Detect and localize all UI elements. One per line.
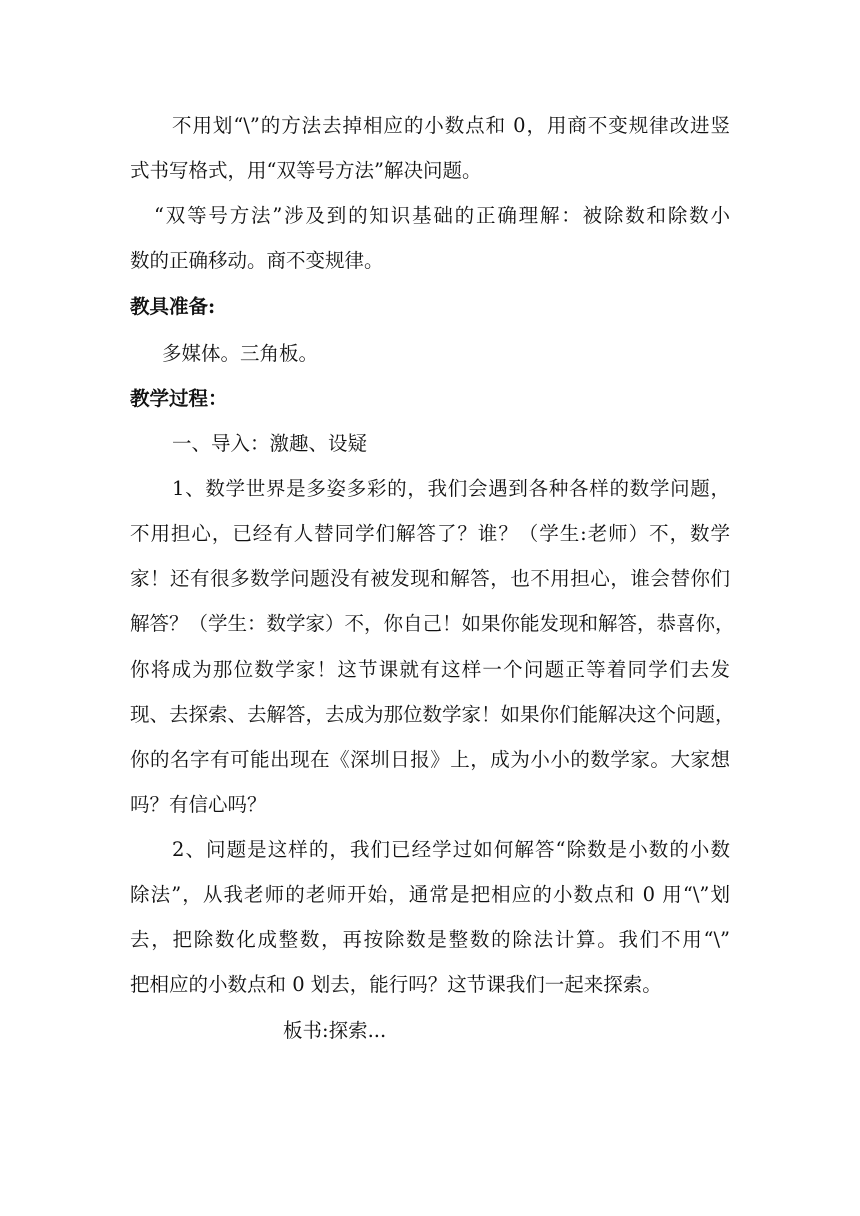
subsection-heading: 一、导入：激趣、设疑	[172, 432, 368, 455]
paragraph-line: 1、数学世界是多姿多彩的，我们会遇到各种各样的数学问题，	[172, 477, 730, 500]
paragraph-line: 数的正确移动。商不变规律。	[130, 249, 384, 272]
paragraph-line: 解答？（学生：数学家）不，你自己！如果你能发现和解答，恭喜你，	[130, 612, 735, 635]
paragraph-line: 去，把除数化成整数，再按除数是整数的除法计算。我们不用“\”	[130, 928, 730, 951]
paragraph-line: 不用划“\”的方法去掉相应的小数点和 0，用商不变规律改进竖	[172, 114, 730, 137]
paragraph-line: “双等号方法”涉及到的知识基础的正确理解：被除数和除数小	[154, 204, 730, 227]
paragraph-line: 你的名字有可能出现在《深圳日报》上，成为小小的数学家。大家想	[130, 748, 730, 771]
paragraph-line: 多媒体。三角板。	[162, 342, 319, 365]
paragraph-line: 现、去探索、去解答，去成为那位数学家！如果你们能解决这个问题，	[130, 703, 735, 726]
paragraph-line: 除法”，从我老师的老师开始，通常是把相应的小数点和 0 用“\”划	[130, 883, 730, 906]
paragraph-line: 2、问题是这样的，我们已经学过如何解答“除数是小数的小数	[172, 838, 730, 861]
paragraph-line: 式书写格式，用“双等号方法”解决问题。	[130, 159, 482, 182]
paragraph-line: 吗？有信心吗？	[130, 793, 267, 816]
paragraph-line: 不用担心，已经有人替同学们解答了？谁？（学生:老师）不，数学	[130, 522, 730, 545]
board-writing: 板书:探索...	[283, 1019, 387, 1042]
paragraph-line: 家！还有很多数学问题没有被发现和解答，也不用担心，谁会替你们	[130, 567, 730, 590]
paragraph-line: 你将成为那位数学家！这节课就有这样一个问题正等着同学们去发	[130, 658, 730, 681]
section-heading-materials: 教具准备:	[130, 295, 216, 318]
section-heading-process: 教学过程：	[130, 387, 228, 410]
paragraph-line: 把相应的小数点和 0 划去，能行吗？这节课我们一起来探索。	[130, 973, 662, 996]
